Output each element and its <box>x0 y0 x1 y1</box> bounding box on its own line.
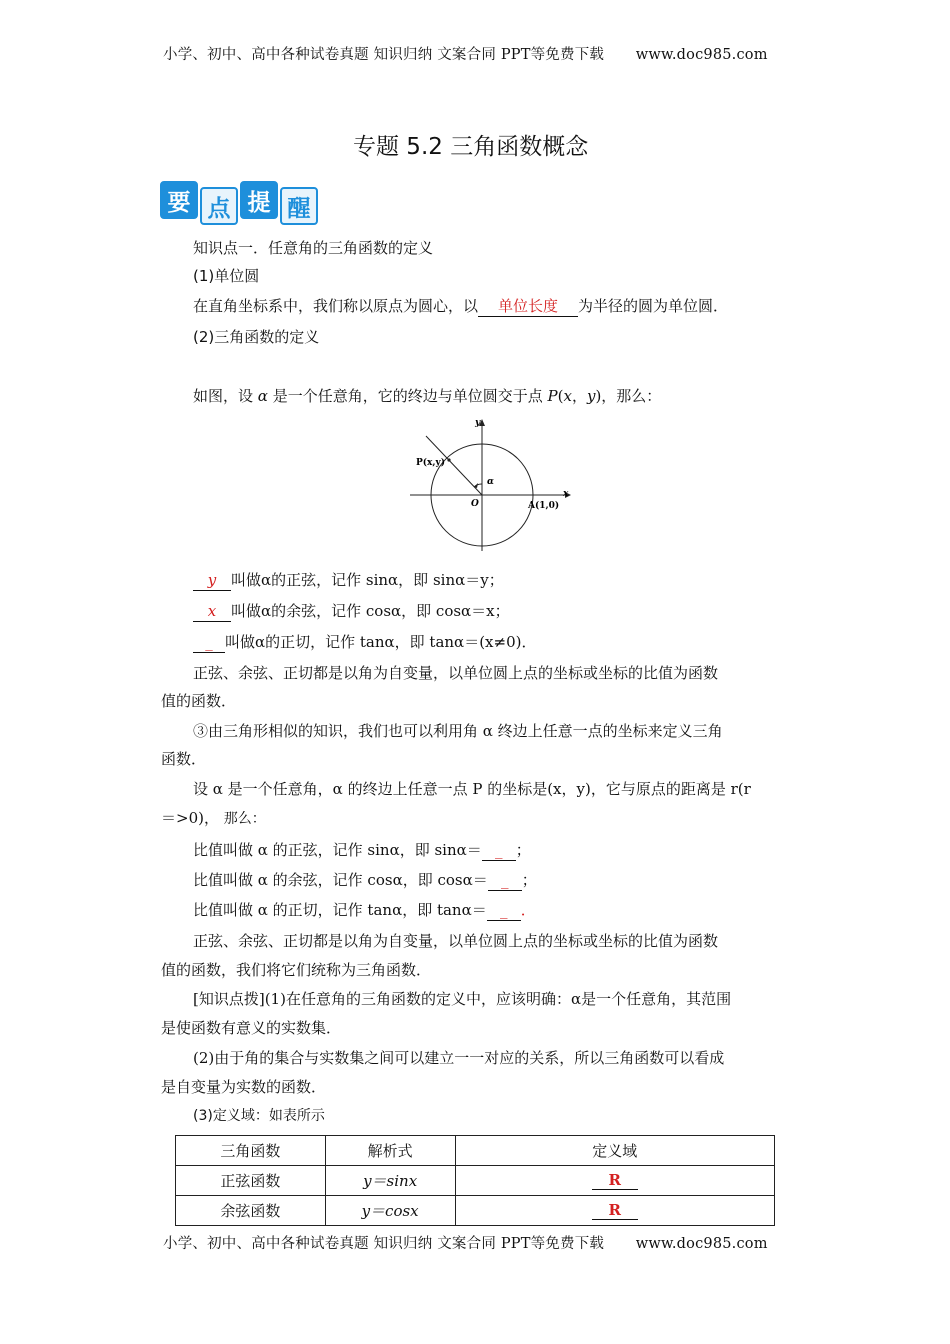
similar-line-1: ③由三角形相似的知识，我们也可以利用角 α 终边上任意一点的坐标来定义三角 <box>193 722 723 740</box>
y-axis-label: y <box>475 418 481 428</box>
table-header-row <box>176 1136 775 1166</box>
answer-ratio-tan: _ <box>499 901 508 919</box>
answer-domain-cos: R <box>608 1201 621 1219</box>
tangent-definition: _ 叫做α的正切，记作 tanα，即 tanα＝(x≠0)． <box>193 632 536 653</box>
page-header <box>163 43 768 64</box>
definition-summary-2: 值的函数． <box>161 692 237 710</box>
table-cell-formula: y＝cosx <box>325 1196 455 1226</box>
ratio-tangent: 比值叫做 α 的正切，记作 tanα，即 tanα＝ _ ． <box>193 901 536 919</box>
header-url[interactable]: www.doc985.com <box>635 47 768 63</box>
similar-line-3: 设 α 是一个任意角，α 的终边上任意一点 P 的坐标是(x，y)，它与原点的距离是 r(r <box>193 780 751 798</box>
answer-ratio-cos: _ <box>500 871 509 889</box>
answer-cos: x <box>207 602 217 620</box>
unit-circle-figure <box>405 414 575 554</box>
page-title: 专题 5.2 三角函数概念 <box>353 134 589 160</box>
header-text: 小学、初中、高中各种试卷真题 知识归纳 文案合同 PPT等免费下载 <box>163 47 605 63</box>
table-row <box>176 1166 775 1196</box>
definition-summary-1: 正弦、余弦、正切都是以角为自变量，以单位圆上点的坐标或坐标的比值为函数 <box>193 664 719 682</box>
answer-tan: _ <box>205 633 213 651</box>
unit-circle-heading: (1)单位圆 <box>193 267 260 285</box>
origin-label: O <box>471 499 479 509</box>
answer-domain-sin: R <box>608 1171 621 1189</box>
tips-line-1: [知识点拨](1)在任意角的三角函数的定义中，应该明确：α是一个任意角，其范围 <box>193 990 732 1008</box>
point-a-label: A(1,0) <box>528 501 560 511</box>
answer-ratio-sin: _ <box>495 841 503 859</box>
domain-table <box>175 1135 775 1226</box>
similar-summary-2: 值的函数，我们将它们统称为三角函数． <box>161 961 432 979</box>
table-header: 定义域 <box>455 1136 774 1166</box>
similar-line-4: ＝>0)， 那么： <box>161 809 266 827</box>
table-cell-function: 余弦函数 <box>176 1196 326 1226</box>
sine-definition: y 叫做α的正弦，记作 sinα，即 sinα＝y； <box>193 570 504 591</box>
point-p-label: P(x,y) <box>416 458 446 468</box>
tag-char-1: 要 <box>160 181 198 219</box>
table-row <box>176 1196 775 1226</box>
answer-unit-length: 单位长度 <box>498 297 559 315</box>
point-p <box>447 458 450 461</box>
tips-line-2: 是使函数有意义的实数集． <box>161 1019 342 1037</box>
tips-line-4: 是自变量为实数的函数． <box>161 1078 327 1096</box>
answer-sin: y <box>207 571 217 589</box>
section-tag <box>160 181 318 225</box>
tag-char-3: 提 <box>240 181 278 219</box>
table-header: 三角函数 <box>176 1136 326 1166</box>
footer-text: 小学、初中、高中各种试卷真题 知识归纳 文案合同 PPT等免费下载 <box>163 1236 605 1252</box>
unit-circle-definition: 在直角坐标系中，我们称以原点为圆心，以 单位长度 为半径的圆为单位圆． <box>193 297 729 315</box>
table-header: 解析式 <box>325 1136 455 1166</box>
tag-char-4: 醒 <box>280 187 318 225</box>
definition-intro: 如图，设 α 是一个任意角，它的终边与单位圆交于点 P(x，y)，那么： <box>193 387 662 405</box>
ratio-cosine: 比值叫做 α 的余弦，记作 cosα，即 cosα＝ _ ； <box>193 871 537 889</box>
footer-url[interactable]: www.doc985.com <box>635 1236 768 1252</box>
ratio-sine: 比值叫做 α 的正弦，记作 sinα，即 sinα＝ _ ； <box>193 841 531 859</box>
page-footer <box>163 1232 768 1253</box>
table-cell-formula: y＝sinx <box>325 1166 455 1196</box>
tips-line-5: (3)定义域：如表所示 <box>193 1108 325 1124</box>
cosine-definition: x 叫做α的余弦，记作 cosα，即 cosα＝x； <box>193 601 510 622</box>
tips-line-3: (2)由于角的集合与实数集之间可以建立一一对应的关系，所以三角函数可以看成 <box>193 1049 725 1067</box>
table-cell-domain <box>455 1196 774 1226</box>
similar-summary-1: 正弦、余弦、正切都是以角为自变量，以单位圆上点的坐标或坐标的比值为函数 <box>193 932 719 950</box>
x-axis-label: x <box>563 489 569 499</box>
table-cell-function: 正弦函数 <box>176 1166 326 1196</box>
similar-line-2: 函数． <box>161 750 207 768</box>
alpha-label: α <box>487 477 494 487</box>
tag-char-2: 点 <box>200 187 238 225</box>
knowledge-title: 知识点一．任意角的三角函数的定义 <box>193 239 434 257</box>
definition-heading: (2)三角函数的定义 <box>193 328 320 346</box>
table-cell-domain <box>455 1166 774 1196</box>
